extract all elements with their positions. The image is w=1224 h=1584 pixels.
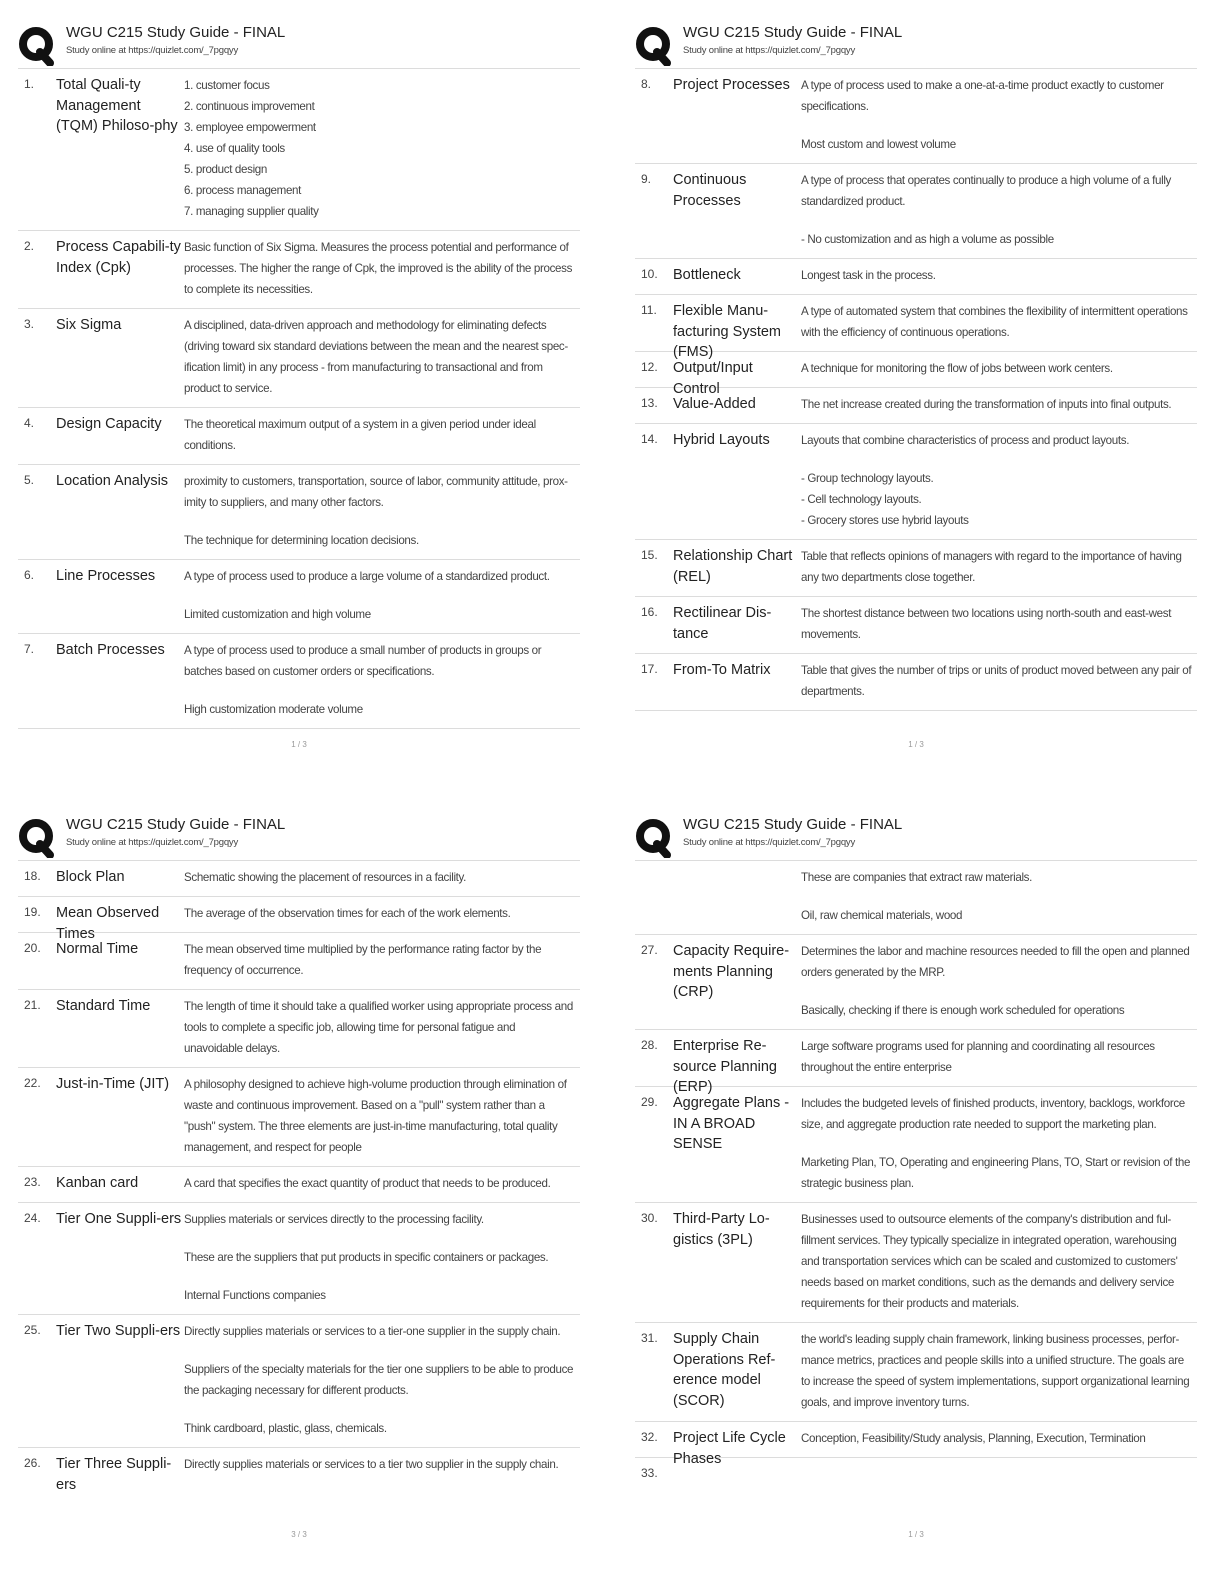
definition-paragraph: High customization moderate volume — [184, 703, 363, 716]
definition-paragraph: A type of process used to make a one-at-a-time product exactly to customer specifications. — [801, 79, 1164, 113]
term-number: 27. — [641, 943, 658, 957]
term-label: Hybrid Layouts — [673, 432, 770, 448]
document-title: WGU C215 Study Guide - FINAL — [66, 24, 286, 41]
term-label: Just-in-Time (JIT) — [56, 1076, 170, 1092]
term-definition — [184, 1321, 576, 1439]
term-row — [635, 1087, 1197, 1203]
definition-line: The mean observed time multiplied by the performance rating factor by the frequency of occurrence. — [184, 943, 542, 977]
term-row — [18, 465, 580, 560]
definition-line: A card that specifies the exact quantity of product that needs to be produced. — [184, 1177, 551, 1190]
definition-line: 7. managing supplier quality — [184, 205, 319, 218]
definition-paragraph: Limited customization and high volume — [184, 608, 371, 621]
definition-paragraph: Oil, raw chemical materials, wood — [801, 909, 963, 922]
term-definition — [801, 1428, 1193, 1449]
term-label: Enterprise Re-source Planning (ERP) — [673, 1038, 777, 1095]
definition-line: Basic function of Six Sigma. Measures the process potential and performance of processes. The higher the range of Cpk, the improved is the ability of the process to complete its necessities. — [184, 241, 573, 296]
term-number: 16. — [641, 605, 658, 619]
term-row — [18, 408, 580, 465]
term-definition — [801, 867, 1193, 926]
term-number: 11. — [641, 303, 657, 317]
term-number: 20. — [24, 941, 41, 955]
definition-paragraph: The technique for determining location decisions. — [184, 534, 419, 547]
definition-paragraph: These are companies that extract raw materials. — [801, 871, 1032, 884]
term-label: Line Processes — [56, 568, 156, 584]
definition-line: the world's leading supply chain framework, linking business processes, perfor-mance metrics, practices and people skills into a unified structure. The goals are to increase the speed of system implementations, support organizational learning goals, and improve inventory turns. — [801, 1333, 1190, 1409]
term-row — [635, 1323, 1197, 1422]
definition-paragraph: Internal Functions companies — [184, 1289, 326, 1302]
term-row — [635, 540, 1197, 597]
definition-line: The net increase created during the transformation of inputs into final outputs. — [801, 398, 1172, 411]
term-label: Tier Three Suppli-ers — [56, 1456, 172, 1493]
quizlet-logo-icon — [635, 818, 675, 858]
term-label: Normal Time — [56, 941, 139, 957]
definition-line: A disciplined, data-driven approach and methodology for eliminating defects (driving toward six standard deviations between the mean and the nearest spec-ification limit) in any process - from manufacturing to transactional and from product to service. — [184, 319, 568, 395]
term-label: Tier Two Suppli-ers — [56, 1323, 181, 1339]
term-row — [635, 352, 1197, 397]
term-definition — [801, 941, 1193, 1021]
term-label: Bottleneck — [673, 267, 741, 283]
term-number: 13. — [641, 396, 658, 410]
term-list — [635, 68, 1197, 711]
term-row — [635, 388, 1197, 424]
definition-line: Large software programs used for planning and coordinating all resources throughout the entire enterprise — [801, 1040, 1155, 1074]
definition-line: A type of automated system that combines the flexibility of intermittent operations with the efficiency of continuous operations. — [801, 305, 1188, 339]
definition-line: The average of the observation times for each of the work elements. — [184, 907, 511, 920]
definition-line: A technique for monitoring the flow of jobs between work centers. — [801, 362, 1113, 375]
page-header — [18, 18, 580, 64]
definition-paragraph: Determines the labor and machine resources needed to fill the open and planned orders generated by the MRP. — [801, 945, 1190, 979]
term-definition — [801, 546, 1193, 588]
term-row — [18, 309, 580, 408]
term-number: 2. — [24, 239, 35, 253]
term-number: 22. — [24, 1076, 41, 1090]
term-number: 29. — [641, 1095, 658, 1109]
term-number: 33. — [641, 1466, 658, 1480]
term-row — [18, 560, 580, 634]
term-label: Design Capacity — [56, 416, 162, 432]
term-definition — [801, 301, 1193, 343]
term-label: Total Quali-ty Management (TQM) Philoso-phy — [56, 77, 178, 134]
definition-paragraph: Think cardboard, plastic, glass, chemicals. — [184, 1422, 387, 1435]
term-definition — [801, 75, 1193, 155]
term-label: Flexible Manu-facturing System (FMS) — [673, 303, 781, 360]
term-row — [635, 1458, 1197, 1492]
term-list — [18, 68, 580, 729]
definition-paragraph: - Group technology layouts. - Cell technology layouts. - Grocery stores use hybrid layouts — [801, 472, 969, 527]
document-subtitle: Study online at https://quizlet.com/_7pgqyy — [683, 45, 856, 56]
term-row — [18, 990, 580, 1068]
term-number: 30. — [641, 1211, 658, 1225]
term-label: Output/Input Control — [673, 360, 753, 397]
definition-paragraph: Most custom and lowest volume — [801, 138, 956, 151]
term-label: From-To Matrix — [673, 662, 771, 678]
term-row — [635, 1422, 1197, 1467]
term-row — [18, 69, 580, 231]
term-definition — [184, 1173, 576, 1194]
term-number: 7. — [24, 642, 35, 656]
term-label: Tier One Suppli-ers — [56, 1211, 182, 1227]
definition-line: The length of time it should take a qualified worker using appropriate process and tools to complete a specific job, allowing time for personal fatigue and unavoidable delays. — [184, 1000, 573, 1055]
page-4 — [635, 810, 1197, 1539]
page-header — [635, 810, 1197, 856]
term-definition — [184, 414, 576, 456]
definition-paragraph: A type of process used to produce a large volume of a standardized product. — [184, 570, 550, 583]
definition-paragraph: Marketing Plan, TO, Operating and engineering Plans, TO, Start or revision of the strategic business plan. — [801, 1156, 1191, 1190]
definition-line: Directly supplies materials or services to a tier two supplier in the supply chain. — [184, 1458, 559, 1471]
document-subtitle: Study online at https://quizlet.com/_7pgqyy — [683, 837, 856, 848]
term-definition — [184, 640, 576, 720]
term-number: 8. — [641, 77, 652, 91]
term-number: 3. — [24, 317, 35, 331]
page-footer: 3 / 3 — [291, 1530, 307, 1539]
definition-paragraph: Basically, checking if there is enough work scheduled for operations — [801, 1004, 1125, 1017]
term-number: 26. — [24, 1456, 41, 1470]
term-definition — [184, 471, 576, 551]
term-label: Block Plan — [56, 869, 125, 885]
term-row — [635, 295, 1197, 360]
definition-paragraph: Directly supplies materials or services to a tier-one supplier in the supply chain. — [184, 1325, 561, 1338]
definition-line: Conception, Feasibility/Study analysis, Planning, Execution, Termination — [801, 1432, 1146, 1445]
term-definition — [184, 315, 576, 399]
term-definition — [801, 1036, 1193, 1078]
term-definition — [184, 75, 576, 222]
definition-paragraph: Includes the budgeted levels of finished products, inventory, backlogs, workforce size, and aggregate production rate needed to support the marketing plan. — [801, 1097, 1185, 1131]
term-row — [18, 1315, 580, 1448]
term-row — [635, 1030, 1197, 1095]
term-definition — [801, 603, 1193, 645]
term-number: 21. — [24, 998, 41, 1012]
term-row — [18, 1203, 580, 1315]
term-definition — [184, 1074, 576, 1158]
term-definition — [801, 1329, 1193, 1413]
term-row — [18, 634, 580, 729]
term-number: 18. — [24, 869, 41, 883]
term-list — [18, 860, 580, 1493]
definition-line: Businesses used to outsource elements of the company's distribution and ful-fillment services. They typically specialize in integrated operation, warehousing and transportation services which can be scaled and customized to customers' needs based on market conditions, such as the demands and delivery service requirements for their products and materials. — [801, 1213, 1178, 1310]
term-row — [635, 69, 1197, 164]
term-row — [635, 259, 1197, 295]
term-label: Mean Observed Times — [56, 905, 160, 942]
definition-line: Table that gives the number of trips or units of product moved between any pair of departments. — [801, 664, 1192, 698]
term-definition — [184, 566, 576, 625]
definition-line: Longest task in the process. — [801, 269, 936, 282]
page-footer: 1 / 3 — [908, 740, 924, 749]
term-row — [635, 861, 1197, 935]
term-row — [18, 1167, 580, 1203]
definition-line: 3. employee empowerment — [184, 121, 316, 134]
definition-line: 2. continuous improvement — [184, 100, 315, 113]
definition-line: 6. process management — [184, 184, 302, 197]
document-title: WGU C215 Study Guide - FINAL — [683, 816, 903, 833]
term-number: 32. — [641, 1430, 658, 1444]
term-label: Relationship Chart (REL) — [673, 548, 793, 585]
term-definition — [184, 237, 576, 300]
definition-paragraph: A type of process that operates continually to produce a high volume of a fully standardized product. — [801, 174, 1171, 208]
term-number: 9. — [641, 172, 652, 186]
definition-paragraph: Layouts that combine characteristics of process and product layouts. — [801, 434, 1130, 447]
term-row — [18, 1448, 580, 1493]
definition-line: Schematic showing the placement of resources in a facility. — [184, 871, 467, 884]
term-number: 25. — [24, 1323, 41, 1337]
definition-paragraph: proximity to customers, transportation, source of labor, community attitude, prox-imity to suppliers, and many other factors. — [184, 475, 568, 509]
term-label: Project Processes — [673, 77, 790, 93]
term-row — [18, 897, 580, 942]
term-list — [635, 860, 1197, 1492]
term-definition — [184, 1454, 576, 1475]
term-label: Six Sigma — [56, 317, 122, 333]
term-definition — [184, 939, 576, 981]
term-definition — [801, 358, 1193, 379]
term-number: 5. — [24, 473, 35, 487]
term-definition — [801, 394, 1193, 415]
term-number: 1. — [24, 77, 35, 91]
term-label: Aggregate Plans - IN A BROAD SENSE — [673, 1095, 790, 1152]
definition-line: The theoretical maximum output of a system in a given period under ideal conditions. — [184, 418, 536, 452]
document-subtitle: Study online at https://quizlet.com/_7pgqyy — [66, 837, 239, 848]
definition-line: The shortest distance between two locations using north-south and east-west movements. — [801, 607, 1172, 641]
definition-line: 5. product design — [184, 163, 267, 176]
term-definition — [801, 1093, 1193, 1194]
definition-line: A philosophy designed to achieve high-volume production through elimination of waste and continuous improvement. Based on a "pull" system rather than a "push" system. The three elements are just-in-time manufacturing, total quality management, and respect for people — [184, 1078, 567, 1154]
definition-line: 4. use of quality tools — [184, 142, 285, 155]
definition-paragraph: - No customization and as high a volume as possible — [801, 233, 1054, 246]
term-number: 23. — [24, 1175, 41, 1189]
term-definition — [801, 1209, 1193, 1314]
document-subtitle: Study online at https://quizlet.com/_7pgqyy — [66, 45, 239, 56]
term-label: Supply Chain Operations Ref-erence model (SCOR) — [673, 1331, 776, 1409]
term-number: 4. — [24, 416, 35, 430]
term-label: Capacity Require-ments Planning (CRP) — [673, 943, 790, 1000]
term-row — [635, 424, 1197, 540]
term-definition — [801, 660, 1193, 702]
term-row — [18, 1068, 580, 1167]
term-label: Third-Party Lo-gistics (3PL) — [673, 1211, 770, 1248]
document-title: WGU C215 Study Guide - FINAL — [66, 816, 286, 833]
definition-paragraph: These are the suppliers that put products in specific containers or packages. — [184, 1251, 549, 1264]
definition-paragraph: Suppliers of the specialty materials for the tier one suppliers to be able to produce the packaging necessary for different products. — [184, 1363, 574, 1397]
term-definition — [801, 265, 1193, 286]
term-row — [18, 933, 580, 990]
term-number: 17. — [641, 662, 658, 676]
term-number: 6. — [24, 568, 35, 582]
term-number: 12. — [641, 360, 658, 374]
page-footer: 1 / 3 — [908, 1530, 924, 1539]
term-label: Process Capabili-ty Index (Cpk) — [56, 239, 181, 276]
quizlet-logo-icon — [18, 818, 58, 858]
term-row — [635, 654, 1197, 711]
term-label: Project Life Cycle Phases — [673, 1430, 786, 1467]
quizlet-logo-icon — [18, 26, 58, 66]
definition-paragraph: A type of process used to produce a small number of products in groups or batches based on customer orders or specifications. — [184, 644, 542, 678]
page-2 — [635, 18, 1197, 749]
quizlet-logo-icon — [635, 26, 675, 66]
term-label: Location Analysis — [56, 473, 169, 489]
term-definition — [184, 996, 576, 1059]
page-header — [635, 18, 1197, 64]
page-header — [18, 810, 580, 856]
term-definition — [184, 903, 576, 924]
term-row — [635, 935, 1197, 1030]
definition-paragraph: Supplies materials or services directly to the processing facility. — [184, 1213, 484, 1226]
term-label: Continuous Processes — [673, 172, 747, 209]
term-label: Standard Time — [56, 998, 151, 1014]
term-number: 28. — [641, 1038, 658, 1052]
term-label: Rectilinear Dis-tance — [673, 605, 772, 642]
term-definition — [184, 867, 576, 888]
term-row — [635, 164, 1197, 259]
term-label: Batch Processes — [56, 642, 165, 658]
page-1 — [18, 18, 580, 749]
term-number: 31. — [641, 1331, 658, 1345]
term-row — [18, 861, 580, 897]
page-footer: 1 / 3 — [291, 740, 307, 749]
term-row — [635, 597, 1197, 654]
term-row — [635, 1203, 1197, 1323]
term-number: 14. — [641, 432, 658, 446]
term-definition — [801, 430, 1193, 531]
term-definition — [184, 1209, 576, 1306]
term-number: 24. — [24, 1211, 41, 1225]
term-number: 10. — [641, 267, 658, 281]
definition-line: 1. customer focus — [184, 79, 270, 92]
document-title: WGU C215 Study Guide - FINAL — [683, 24, 903, 41]
definition-line: Table that reflects opinions of managers with regard to the importance of having any two departments close together. — [801, 550, 1182, 584]
term-label: Kanban card — [56, 1175, 139, 1191]
term-definition — [801, 170, 1193, 250]
term-number: 19. — [24, 905, 41, 919]
term-row — [18, 231, 580, 309]
page-3 — [18, 810, 580, 1539]
term-number: 15. — [641, 548, 658, 562]
term-label: Value-Added — [673, 396, 756, 412]
